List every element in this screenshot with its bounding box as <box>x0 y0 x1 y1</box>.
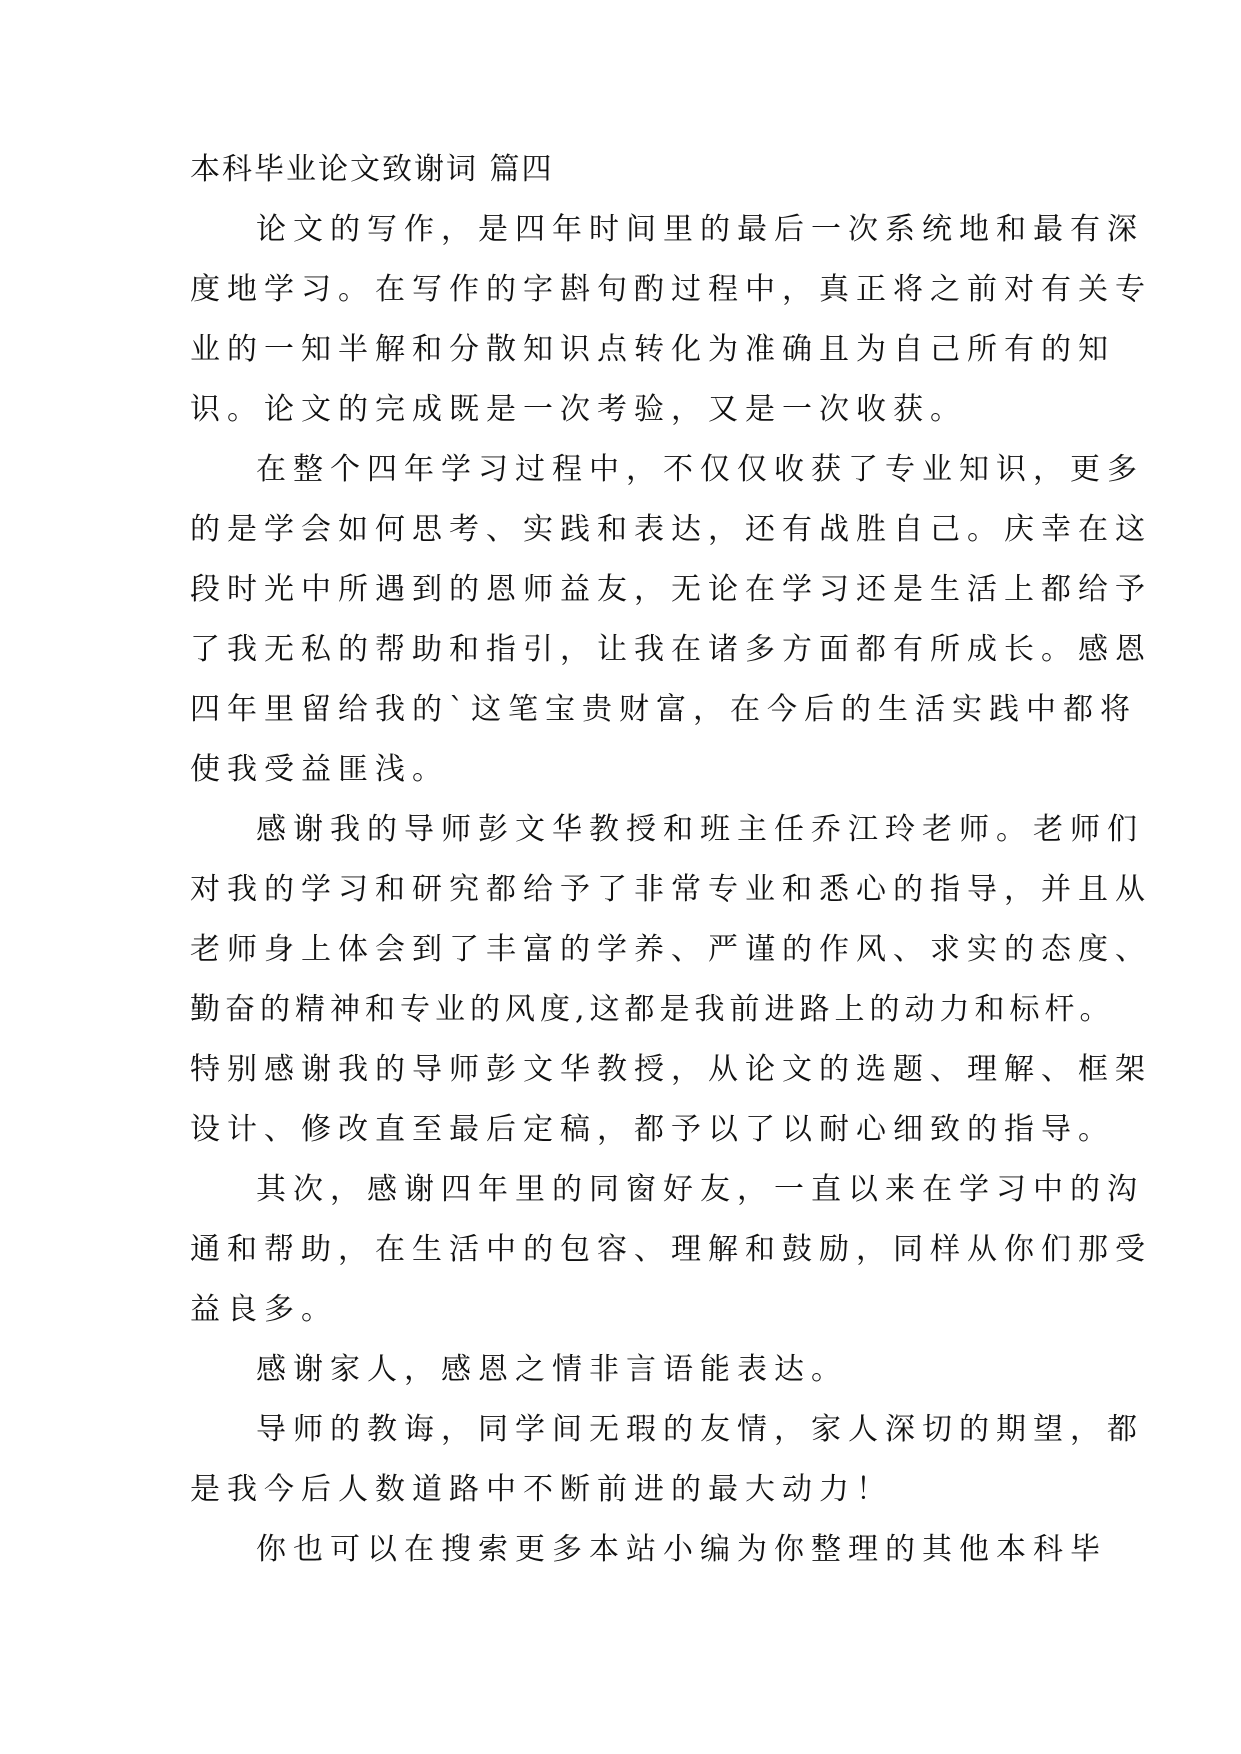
paragraph-line: 论文的写作，是四年时间里的最后一次系统地和最有深 <box>256 212 1144 247</box>
paragraph-line: 设计、修改直至最后定稿，都予以了以耐心细致的指导。 <box>190 1112 1115 1147</box>
paragraph-line: 感谢我的导师彭文华教授和班主任乔江玲老师。老师们 <box>256 812 1144 847</box>
paragraph-line: 使我受益匪浅。 <box>190 752 449 787</box>
paragraph-line: 导师的教诲，同学间无瑕的友情，家人深切的期望，都 <box>256 1412 1144 1447</box>
paragraph-line: 识。论文的完成既是一次考验，又是一次收获。 <box>190 392 967 427</box>
paragraph-line: 勤奋的精神和专业的风度,这都是我前进路上的动力和标杆。 <box>190 992 1115 1027</box>
paragraph-line: 在整个四年学习过程中，不仅仅收获了专业知识，更多 <box>256 452 1144 487</box>
paragraph-line: 度地学习。在写作的字斟句酌过程中，真正将之前对有关专 <box>190 272 1152 307</box>
paragraph-line: 你也可以在搜索更多本站小编为你整理的其他本科毕 <box>256 1532 1107 1567</box>
paragraph-line: 了我无私的帮助和指引，让我在诸多方面都有所成长。感恩 <box>190 632 1152 667</box>
paragraph-line: 特别感谢我的导师彭文华教授，从论文的选题、理解、框架 <box>190 1052 1152 1087</box>
paragraph-line: 通和帮助，在生活中的包容、理解和鼓励，同样从你们那受 <box>190 1232 1152 1267</box>
paragraph-line: 的是学会如何思考、实践和表达，还有战胜自己。庆幸在这 <box>190 512 1152 547</box>
paragraph-line: 其次，感谢四年里的同窗好友，一直以来在学习中的沟 <box>256 1172 1144 1207</box>
document-title: 本科毕业论文致谢词 篇四 <box>190 152 554 187</box>
paragraph-line: 感谢家人，感恩之情非言语能表达。 <box>256 1352 848 1387</box>
paragraph-line: 是我今后人数道路中不断前进的最大动力！ <box>190 1472 893 1507</box>
paragraph-line: 段时光中所遇到的恩师益友，无论在学习还是生活上都给予 <box>190 572 1152 607</box>
paragraph-line: 老师身上体会到了丰富的学养、严谨的作风、求实的态度、 <box>190 932 1152 967</box>
paragraph-line: 业的一知半解和分散知识点转化为准确且为自己所有的知 <box>190 332 1115 367</box>
paragraph-line: 益良多。 <box>190 1292 338 1327</box>
paragraph-line: 四年里留给我的`这笔宝贵财富，在今后的生活实践中都将 <box>190 692 1137 727</box>
paragraph-line: 对我的学习和研究都给予了非常专业和悉心的指导，并且从 <box>190 872 1152 907</box>
